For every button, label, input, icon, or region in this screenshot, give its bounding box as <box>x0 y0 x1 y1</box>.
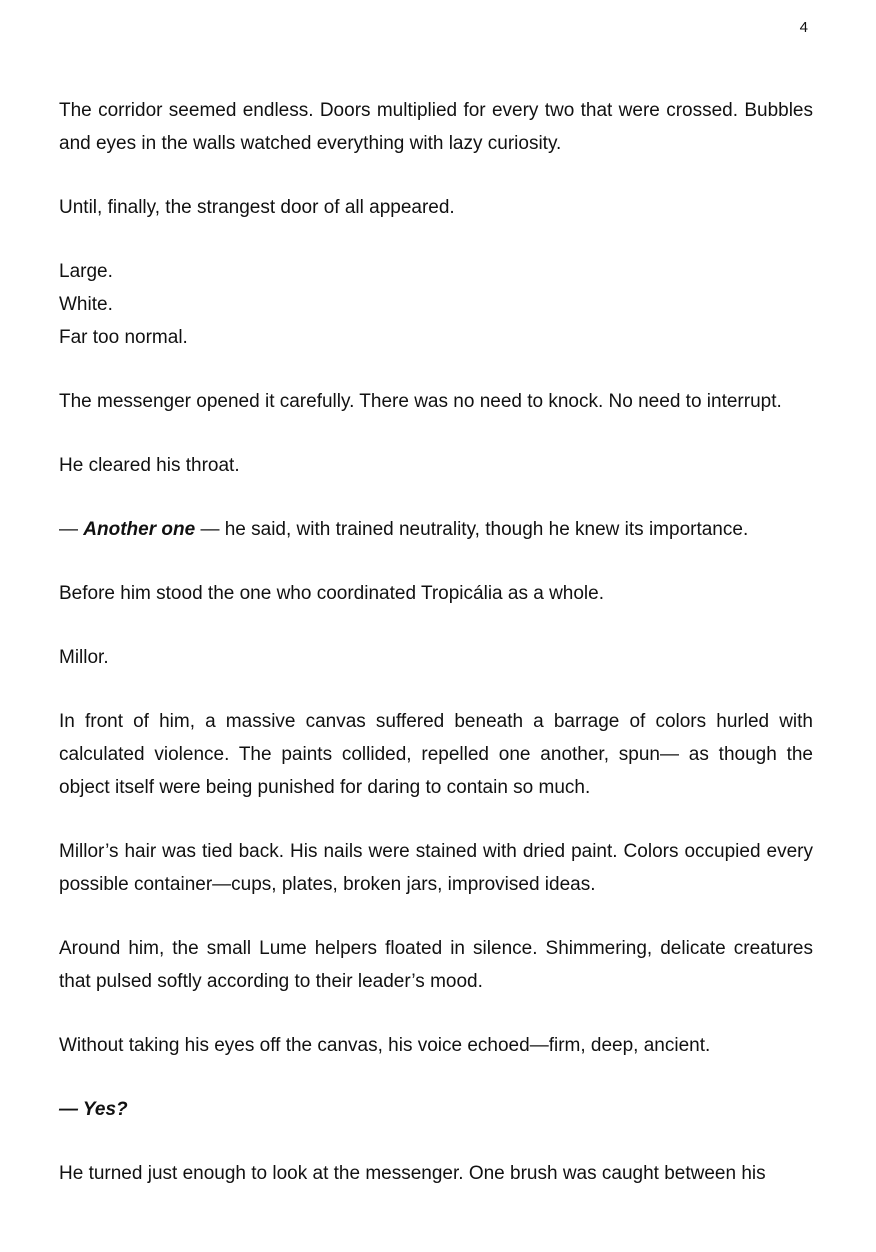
paragraph: The messenger opened it carefully. There was no need to knock. No need to interrupt. <box>59 391 782 412</box>
paragraph: Millor. <box>59 647 109 668</box>
paragraph: Far too normal. <box>59 327 188 348</box>
paragraph: Until, finally, the strangest door of all appeared. <box>59 197 455 218</box>
dialogue-line: — Yes? <box>59 1099 128 1120</box>
paragraph: In front of him, a massive canvas suffered beneath a barrage of colors hurled with calculated violence. The paints collided, repelled one another, spun— as though the object itself were being punished for daring to contain so much. <box>59 711 813 798</box>
paragraph: Without taking his eyes off the canvas, his voice echoed—firm, deep, ancient. <box>59 1035 711 1056</box>
dialogue-tag: — he said, with trained neutrality, though he knew its importance. <box>195 519 749 540</box>
paragraph: White. <box>59 294 113 315</box>
paragraph: Around him, the small Lume helpers floated in silence. Shimmering, delicate creatures that pulsed softly according to their leader’s mood. <box>59 938 813 992</box>
paragraph: Millor’s hair was tied back. His nails were stained with dried paint. Colors occupied every possible container—cups, plates, broken jars, improvised ideas. <box>59 841 813 895</box>
emphasized-dialogue: Another one <box>83 519 196 540</box>
paragraph: He cleared his throat. <box>59 455 240 476</box>
dialogue-line <box>59 513 813 546</box>
page-number: 4 <box>799 19 808 36</box>
dialogue-dash: — <box>59 519 84 540</box>
body-text <box>59 94 813 1221</box>
paragraph: He turned just enough to look at the messenger. One brush was caught between his <box>59 1163 766 1184</box>
paragraph: The corridor seemed endless. Doors multiplied for every two that were crossed. Bubbles and eyes in the walls watched everything with lazy curiosity. <box>59 100 813 154</box>
paragraph: Before him stood the one who coordinated Tropicália as a whole. <box>59 583 604 604</box>
paragraph: Large. <box>59 261 113 282</box>
